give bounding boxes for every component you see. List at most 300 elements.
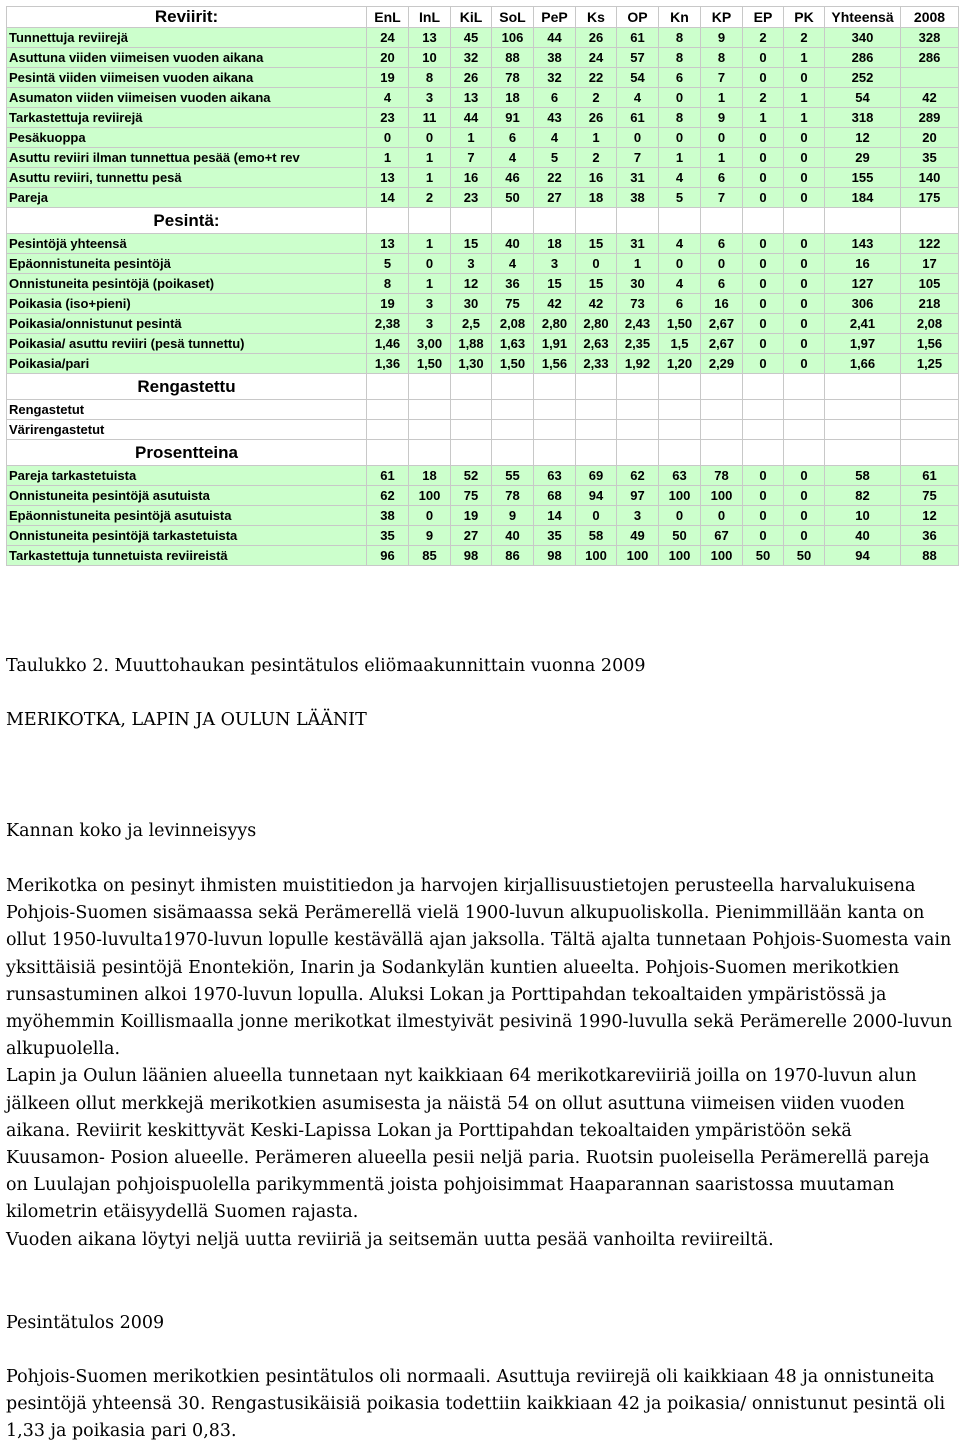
table-cell: 18 [534,234,576,254]
section-label: Rengastettu [7,374,367,400]
table-cell: 0 [784,486,825,506]
table-cell [367,440,409,466]
table-cell [659,400,701,420]
table-cell: 328 [901,28,959,48]
table-cell [617,440,659,466]
table-cell: 0 [659,88,701,108]
table-cell: 42 [901,88,959,108]
table-cell [451,208,492,234]
table-cell: 16 [576,168,617,188]
table-cell: 0 [617,128,659,148]
table-cell [825,400,901,420]
table-cell: 22 [576,68,617,88]
table-cell: 52 [451,466,492,486]
table-cell: 10 [825,506,901,526]
table-cell: 38 [617,188,659,208]
table-cell [743,208,784,234]
row-label: Tarkastettuja reviirejä [7,108,367,128]
table-cell: 1,50 [659,314,701,334]
table-cell: 22 [534,168,576,188]
table-cell: 6 [659,294,701,314]
table-cell: 78 [492,68,534,88]
table-cell: 15 [576,234,617,254]
table-row [7,168,959,188]
table-cell: 0 [409,128,451,148]
table-cell [701,440,743,466]
table-cell [784,374,825,400]
table-section-row [7,208,959,234]
table-cell [659,440,701,466]
table-cell: 0 [743,274,784,294]
table-cell: 50 [784,546,825,566]
table-cell [825,374,901,400]
table-cell: 58 [576,526,617,546]
table-cell: 50 [659,526,701,546]
table-cell: 44 [534,28,576,48]
table-cell: 96 [367,546,409,566]
table-cell: 88 [492,48,534,68]
table-cell: 1,56 [901,334,959,354]
table-cell: 98 [534,546,576,566]
table-cell: 2,80 [576,314,617,334]
table-cell: 11 [409,108,451,128]
table-cell: 19 [367,294,409,314]
table-cell: 31 [617,234,659,254]
table-cell [492,400,534,420]
table-cell: 23 [451,188,492,208]
table-cell: 62 [367,486,409,506]
table-cell: 44 [451,108,492,128]
table-cell: 1,56 [534,354,576,374]
table-row [7,254,959,274]
table-cell: 0 [743,128,784,148]
table-cell: 19 [367,68,409,88]
table-cell: 4 [659,274,701,294]
table-cell: 1,66 [825,354,901,374]
table-cell: 42 [534,294,576,314]
table-cell: 0 [743,294,784,314]
table-cell [576,420,617,440]
paragraph: Lapin ja Oulun läänien alueella tunnetaan nyt kaikkiaan 64 merikotkareviiriä joilla on 1970-luvun alun jälkeen ollut merkkejä merikotkien asumisesta ja näistä 54 on ollut asuttuna viimeisen viiden vuoden aikana. Reviirit keskittyvät Keski-Lapissa Lokan ja Porttipahdan tekoaltaiden ympäristöön sekä Kuusamon- Posion alueelle. Perämeren alueella pesii neljä paria. Ruotsin puoleisella Perämerellä pareja on Luulajan pohjoispuolella parikymmentä joista pohjoisimmat Haaparannan saaristossa muutaman kilometrin etäisyydellä Suomen rajasta. [6,1066,930,1223]
table-cell: 30 [617,274,659,294]
table-cell: 0 [659,506,701,526]
table-cell: 85 [409,546,451,566]
table-cell: 1,20 [659,354,701,374]
table-cell: 1 [367,148,409,168]
table-cell [576,440,617,466]
table-cell: 106 [492,28,534,48]
table-row [7,148,959,168]
table-cell: 0 [784,128,825,148]
section-label: Prosentteina [7,440,367,466]
row-label: Poikasia (iso+pieni) [7,294,367,314]
column-header: Ks [576,7,617,28]
table-cell: 4 [492,148,534,168]
table-cell: 8 [659,108,701,128]
table-caption: Taulukko 2. Muuttohaukan pesintätulos eliömaakunnittain vuonna 2009 [6,656,646,676]
row-label: Tunnettuja reviirejä [7,28,367,48]
table-cell [901,420,959,440]
table-cell: 94 [825,546,901,566]
table-cell: 1,88 [451,334,492,354]
row-label: Asuttu reviiri ilman tunnettua pesää (emo+t rev [7,148,367,168]
table-section-row [7,440,959,466]
table-cell [825,208,901,234]
table-cell: 75 [451,486,492,506]
table-cell: 50 [492,188,534,208]
table-cell: 82 [825,486,901,506]
table-cell: 100 [659,546,701,566]
table-cell [901,374,959,400]
table-cell: 24 [367,28,409,48]
table-cell [784,400,825,420]
table-cell: 12 [451,274,492,294]
table-row [7,314,959,334]
row-label: Pareja [7,188,367,208]
table-cell: 13 [367,168,409,188]
column-header: KiL [451,7,492,28]
table-cell: 75 [492,294,534,314]
table-row [7,234,959,254]
table-cell: 2,08 [492,314,534,334]
table-cell [409,400,451,420]
table-cell: 100 [617,546,659,566]
table-cell: 1 [409,148,451,168]
table-cell [534,420,576,440]
row-label: Poikasia/onnistunut pesintä [7,314,367,334]
table-cell: 0 [743,334,784,354]
row-label: Pesäkuoppa [7,128,367,148]
table-cell: 63 [659,466,701,486]
table-row [7,88,959,108]
table-cell [617,400,659,420]
table-cell: 2,33 [576,354,617,374]
table-cell: 0 [743,526,784,546]
row-label: Onnistuneita pesintöjä tarkastetuista [7,526,367,546]
table-cell: 100 [576,546,617,566]
table-cell: 1,92 [617,354,659,374]
table-cell [576,400,617,420]
paragraph: Vuoden aikana löytyi neljä uutta reviiriä ja seitsemän uutta pesää vanhoilta reviireiltä. [6,1229,774,1250]
table-cell: 55 [492,466,534,486]
table-cell: 0 [784,314,825,334]
table-cell: 289 [901,108,959,128]
column-header: SoL [492,7,534,28]
table-row [7,420,959,440]
table-row [7,546,959,566]
paragraph: Merikotka on pesinyt ihmisten muistitiedon ja harvojen kirjallisuustietojen perusteella harvalukuisena Pohjois-Suomen sisämaassa sekä Perämerellä vielä 1900-luvun alkupuoliskolla. Pienimmillään kanta on ollut 1950-luvulta1970-luvun lopulle kestävällä ajan jaksolla. Tältä ajalta tunnetaan Pohjois-Suomesta vain yksittäisiä pesintöjä Enontekiön, Inarin ja Sodankylän kuntien alueelta. Pohjois-Suomen merikotkien runsastuminen alkoi 1970-luvun lopulla. Aluksi Lokan ja Porttipahdan tekoaltaiden ympäristössä ja myöhemmin Koillismaalla jonne merikotkat ilmestyivät pesivinä 1990-luvulla sekä Perämerelle 2000-luvun alkupuolella. [6,876,953,1060]
table-cell: 0 [576,506,617,526]
table-cell: 16 [451,168,492,188]
table-cell: 252 [825,68,901,88]
paragraph: Pohjois-Suomen merikotkien pesintätulos oli normaali. Asuttuja reviirejä oli kaikkiaan 48 ja onnistuneita pesintöjä yhteensä 30. Rengastusikäisiä poikasia todettiin kaikkiaan 42 ja poikasia/ onnistunut pesintä oli 1,33 ja poikasia pari 0,83. [6,1367,946,1442]
table-cell: 1 [784,48,825,68]
table-cell: 2 [743,88,784,108]
row-label: Pesintä viiden viimeisen vuoden aikana [7,68,367,88]
row-label: Pareja tarkastetuista [7,466,367,486]
table-cell: 0 [743,486,784,506]
table-cell [451,420,492,440]
table-cell: 1 [451,128,492,148]
table-row [7,48,959,68]
table-cell: 0 [743,234,784,254]
table-cell: 0 [784,334,825,354]
table-cell: 2,67 [701,314,743,334]
table-cell: 46 [492,168,534,188]
table-cell [534,440,576,466]
row-label: Epäonnistuneita pesintöjä [7,254,367,274]
table-cell [784,208,825,234]
table-cell: 140 [901,168,959,188]
row-label: Värirengastetut [7,420,367,440]
table-cell: 2,35 [617,334,659,354]
table-row [7,294,959,314]
table-cell: 100 [701,486,743,506]
table-cell: 0 [784,68,825,88]
table-cell: 1 [743,108,784,128]
table-cell [409,208,451,234]
table-cell [576,208,617,234]
table-cell [659,208,701,234]
table-cell: 24 [576,48,617,68]
table-cell: 100 [701,546,743,566]
table-cell: 40 [825,526,901,546]
table-cell [617,374,659,400]
table-cell: 9 [492,506,534,526]
table-cell: 105 [901,274,959,294]
table-cell: 18 [576,188,617,208]
table-cell: 0 [409,254,451,274]
column-header: Yhteensä [825,7,901,28]
row-label: Rengastetut [7,400,367,420]
table-cell [576,374,617,400]
table-cell: 49 [617,526,659,546]
table-cell: 35 [901,148,959,168]
table-row [7,400,959,420]
table-cell: 32 [534,68,576,88]
table-cell: 2,63 [576,334,617,354]
table-cell: 0 [743,506,784,526]
subheading-breeding: Pesintätulos 2009 [6,1313,165,1333]
table-cell: 0 [701,254,743,274]
row-label: Asuttuna viiden viimeisen vuoden aikana [7,48,367,68]
table-cell [743,420,784,440]
column-header: OP [617,7,659,28]
column-header: PeP [534,7,576,28]
table-cell: 1,91 [534,334,576,354]
table-cell [901,440,959,466]
table-cell [492,208,534,234]
table-cell: 6 [701,168,743,188]
table-cell: 9 [701,108,743,128]
table-cell: 3,00 [409,334,451,354]
table-cell: 0 [743,466,784,486]
column-header: EP [743,7,784,28]
column-header: 2008 [901,7,959,28]
table-cell: 1 [576,128,617,148]
table-row [7,128,959,148]
table-cell: 6 [701,234,743,254]
section-heading: MERIKOTKA, LAPIN JA OULUN LÄÄNIT [6,710,367,730]
table-cell: 3 [617,506,659,526]
table-cell: 7 [701,68,743,88]
table-cell: 54 [617,68,659,88]
subheading-population: Kannan koko ja levinneisyys [6,821,257,841]
row-label: Poikasia/ asuttu reviiri (pesä tunnettu) [7,334,367,354]
table-cell: 0 [784,148,825,168]
table-cell: 68 [534,486,576,506]
table-cell: 0 [784,294,825,314]
table-cell: 1,97 [825,334,901,354]
table-cell: 286 [825,48,901,68]
row-label: Tarkastettuja tunnetuista reviireistä [7,546,367,566]
table-cell: 1,5 [659,334,701,354]
table-cell: 1 [701,88,743,108]
table-cell: 36 [901,526,959,546]
table-cell: 0 [701,128,743,148]
table-cell: 218 [901,294,959,314]
column-header: Kn [659,7,701,28]
body-text [6,873,956,1254]
table-cell [701,374,743,400]
table-cell: 306 [825,294,901,314]
table-cell: 19 [451,506,492,526]
table-cell: 0 [784,506,825,526]
table-cell: 0 [701,506,743,526]
table-cell: 29 [825,148,901,168]
table-cell: 16 [701,294,743,314]
table-cell: 32 [451,48,492,68]
table-cell: 0 [743,68,784,88]
row-label: Onnistuneita pesintöjä (poikaset) [7,274,367,294]
column-header: PK [784,7,825,28]
table-cell [409,440,451,466]
table-cell: 1,50 [409,354,451,374]
table-cell: 1 [409,234,451,254]
table-cell: 67 [701,526,743,546]
table-cell: 0 [784,188,825,208]
table-cell: 318 [825,108,901,128]
row-label: Asumaton viiden viimeisen vuoden aikana [7,88,367,108]
table-cell: 0 [743,354,784,374]
table-cell: 7 [701,188,743,208]
table-cell: 43 [534,108,576,128]
table-cell: 4 [534,128,576,148]
table-cell [901,208,959,234]
column-header: EnL [367,7,409,28]
table-cell: 0 [367,128,409,148]
table-cell: 50 [743,546,784,566]
table-cell: 57 [617,48,659,68]
table-cell: 7 [617,148,659,168]
row-label: Asuttu reviiri, tunnettu pesä [7,168,367,188]
table-cell: 0 [659,254,701,274]
table-cell [367,374,409,400]
row-label: Epäonnistuneita pesintöjä asutuista [7,506,367,526]
table-cell: 1,50 [492,354,534,374]
table-row [7,188,959,208]
table-cell: 0 [743,168,784,188]
table-cell [743,400,784,420]
table-cell: 2,29 [701,354,743,374]
table-cell [367,208,409,234]
table-cell: 2,08 [901,314,959,334]
table-cell [784,420,825,440]
table-cell [451,400,492,420]
table-cell: 5 [659,188,701,208]
table-cell: 31 [617,168,659,188]
table-cell: 78 [492,486,534,506]
table-row [7,274,959,294]
table-section-row [7,374,959,400]
table-cell [901,68,959,88]
table-cell: 1 [701,148,743,168]
table-cell: 2 [784,28,825,48]
table-row [7,28,959,48]
table-cell: 62 [617,466,659,486]
table-cell: 7 [451,148,492,168]
table-cell [492,440,534,466]
table-cell: 58 [825,466,901,486]
table-cell: 38 [534,48,576,68]
table-cell: 13 [451,88,492,108]
table-cell: 26 [576,28,617,48]
table-cell [451,374,492,400]
row-label: Onnistuneita pesintöjä asutuista [7,486,367,506]
table-cell: 4 [617,88,659,108]
table-cell: 1 [409,168,451,188]
table-cell: 94 [576,486,617,506]
table-cell: 0 [743,254,784,274]
table-cell [743,374,784,400]
table-cell: 26 [576,108,617,128]
table-cell: 1,46 [367,334,409,354]
table-cell: 6 [534,88,576,108]
table-cell: 6 [659,68,701,88]
table-cell: 45 [451,28,492,48]
table-cell: 12 [825,128,901,148]
table-cell: 184 [825,188,901,208]
table-cell: 2,41 [825,314,901,334]
table-cell: 175 [901,188,959,208]
table-cell [492,374,534,400]
table-cell: 14 [367,188,409,208]
column-header: InL [409,7,451,28]
table-cell: 61 [901,466,959,486]
table-cell: 155 [825,168,901,188]
table-cell: 75 [901,486,959,506]
table-cell: 30 [451,294,492,314]
table-cell: 6 [701,274,743,294]
table-row [7,466,959,486]
table-cell: 0 [743,188,784,208]
body-text-breeding [6,1364,956,1446]
breeding-results-table [6,6,959,566]
table-cell [825,440,901,466]
table-cell: 286 [901,48,959,68]
table-header-label: Reviirit: [7,7,367,28]
table-cell: 18 [409,466,451,486]
table-cell: 35 [534,526,576,546]
table-cell: 4 [492,254,534,274]
table-cell: 8 [409,68,451,88]
table-cell: 2 [576,148,617,168]
table-cell: 61 [617,28,659,48]
table-cell: 0 [576,254,617,274]
table-cell [617,208,659,234]
table-cell: 98 [451,546,492,566]
section-label: Pesintä: [7,208,367,234]
